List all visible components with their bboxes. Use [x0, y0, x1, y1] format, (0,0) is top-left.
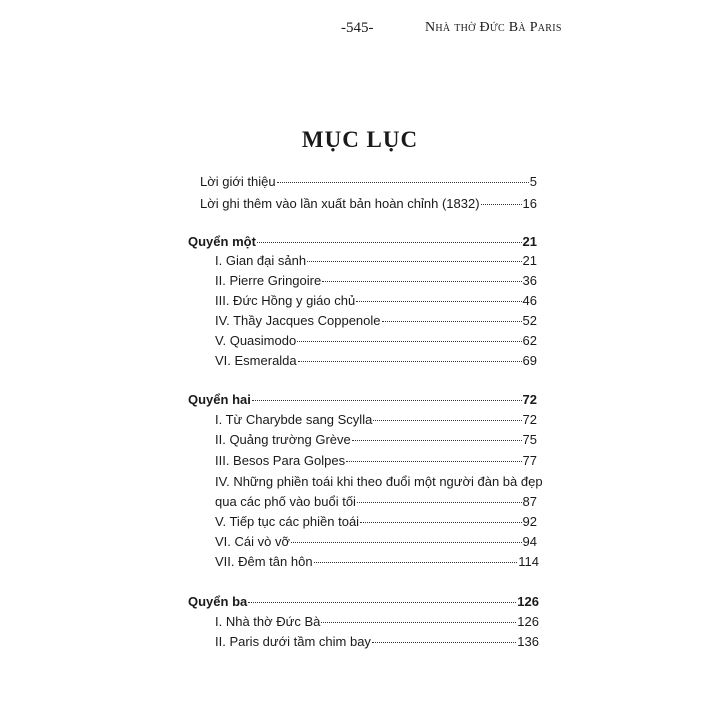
toc-chapter-label: V. Tiếp tục các phiền toái: [215, 514, 360, 529]
toc-chapter-label: II. Quảng trường Grève: [215, 432, 351, 447]
toc-chapter-page: 75: [522, 432, 537, 447]
toc-chapter[interactable]: [215, 353, 537, 369]
toc-part-label: Quyển một: [188, 234, 256, 249]
dot-leader: [357, 502, 522, 503]
toc-chapter-label: II. Pierre Gringoire: [215, 273, 322, 288]
toc-entry-page: 5: [529, 174, 537, 189]
dot-leader: [291, 542, 522, 543]
toc-chapter[interactable]: [215, 253, 537, 269]
toc-chapter-label: VI. Cái vò vỡ: [215, 534, 290, 549]
toc-entry-label: Lời giới thiệu: [200, 174, 276, 189]
toc-chapter[interactable]: [215, 534, 537, 550]
dot-leader: [372, 642, 516, 643]
dot-leader: [322, 281, 521, 282]
toc-chapter-label-line1: IV. Những phiền toái khi theo đuổi một người đàn bà đẹp: [215, 474, 543, 489]
toc-title: MỤC LỤC: [301, 127, 419, 152]
toc-chapter-label: VII. Đêm tân hôn: [215, 554, 313, 569]
toc-entry-intro[interactable]: [200, 174, 537, 190]
dot-leader: [297, 341, 521, 342]
dot-leader: [382, 321, 522, 322]
toc-part-1[interactable]: [188, 234, 537, 250]
dot-leader: [346, 461, 521, 462]
toc-chapter-label: I. Gian đại sảnh: [215, 253, 307, 268]
toc-chapter-label: IV. Thầy Jacques Coppenole: [215, 313, 381, 328]
toc-entry-page: 16: [522, 196, 537, 211]
page-header: [0, 20, 720, 40]
toc-entry-label: Lời ghi thêm vào lần xuất bản hoàn chỉnh (1832): [200, 196, 480, 211]
toc-entry-afterword[interactable]: [200, 196, 537, 212]
toc-chapter-page: 136: [517, 634, 539, 649]
dot-leader: [252, 400, 522, 401]
toc-chapter-page: 87: [522, 494, 537, 509]
toc-chapter[interactable]: [215, 554, 539, 570]
toc-chapter[interactable]: [215, 293, 537, 309]
toc-chapter-label: V. Quasimodo: [215, 333, 297, 348]
toc-chapter-page: 72: [522, 412, 537, 427]
toc-chapter-page: 21: [522, 253, 537, 268]
toc-chapter-page: 52: [522, 313, 537, 328]
toc-chapter[interactable]: [215, 453, 537, 469]
toc-chapter-label: III. Besos Para Golpes: [215, 453, 346, 468]
toc-chapter-label: VI. Esmeralda: [215, 353, 297, 368]
toc-chapter[interactable]: [215, 313, 537, 329]
toc-chapter-page: 126: [517, 614, 539, 629]
toc-part-3[interactable]: [188, 594, 539, 610]
toc-part-page: 126: [517, 594, 539, 609]
toc-chapter[interactable]: [215, 514, 537, 530]
toc-part-page: 21: [522, 234, 537, 249]
toc-part-2[interactable]: [188, 392, 537, 408]
dot-leader: [321, 622, 516, 623]
toc-chapter-page: 69: [522, 353, 537, 368]
toc-chapter[interactable]: [215, 333, 537, 349]
toc-chapter-label: III. Đức Hồng y giáo chủ: [215, 293, 356, 308]
toc-chapter[interactable]: [215, 273, 537, 289]
dot-leader: [373, 420, 521, 421]
dot-leader: [248, 602, 516, 603]
toc-chapter-label: I. Từ Charybde sang Scylla: [215, 412, 373, 427]
dot-leader: [277, 182, 529, 183]
toc-chapter-page: 92: [522, 514, 537, 529]
toc-chapter[interactable]: [215, 412, 537, 428]
toc-chapter[interactable]: [215, 494, 537, 510]
dot-leader: [257, 242, 522, 243]
toc-chapter-label: I. Nhà thờ Đức Bà: [215, 614, 321, 629]
toc-chapter[interactable]: [215, 432, 537, 448]
toc-chapter-page: 114: [518, 554, 539, 569]
toc-part-page: 72: [522, 392, 537, 407]
dot-leader: [307, 261, 521, 262]
toc-chapter-label: II. Paris dưới tầm chim bay: [215, 634, 371, 649]
toc-chapter-page: 36: [522, 273, 537, 288]
dot-leader: [314, 562, 518, 563]
toc-chapter[interactable]: [215, 634, 539, 650]
running-title: Nhà thờ Đức Bà Paris: [425, 20, 562, 35]
dot-leader: [481, 204, 522, 205]
toc-chapter-label: qua các phố vào buổi tối: [215, 494, 356, 509]
toc-chapter-page: 46: [522, 293, 537, 308]
toc-chapter-page: 77: [522, 453, 537, 468]
toc-chapter-page: 94: [522, 534, 537, 549]
toc-chapter-page: 62: [522, 333, 537, 348]
dot-leader: [360, 522, 521, 523]
toc-chapter[interactable]: [215, 614, 539, 630]
dot-leader: [352, 440, 522, 441]
dot-leader: [298, 361, 522, 362]
page-number: -545-: [341, 20, 374, 36]
toc-part-label: Quyển hai: [188, 392, 251, 407]
dot-leader: [356, 301, 521, 302]
toc-part-label: Quyển ba: [188, 594, 248, 609]
